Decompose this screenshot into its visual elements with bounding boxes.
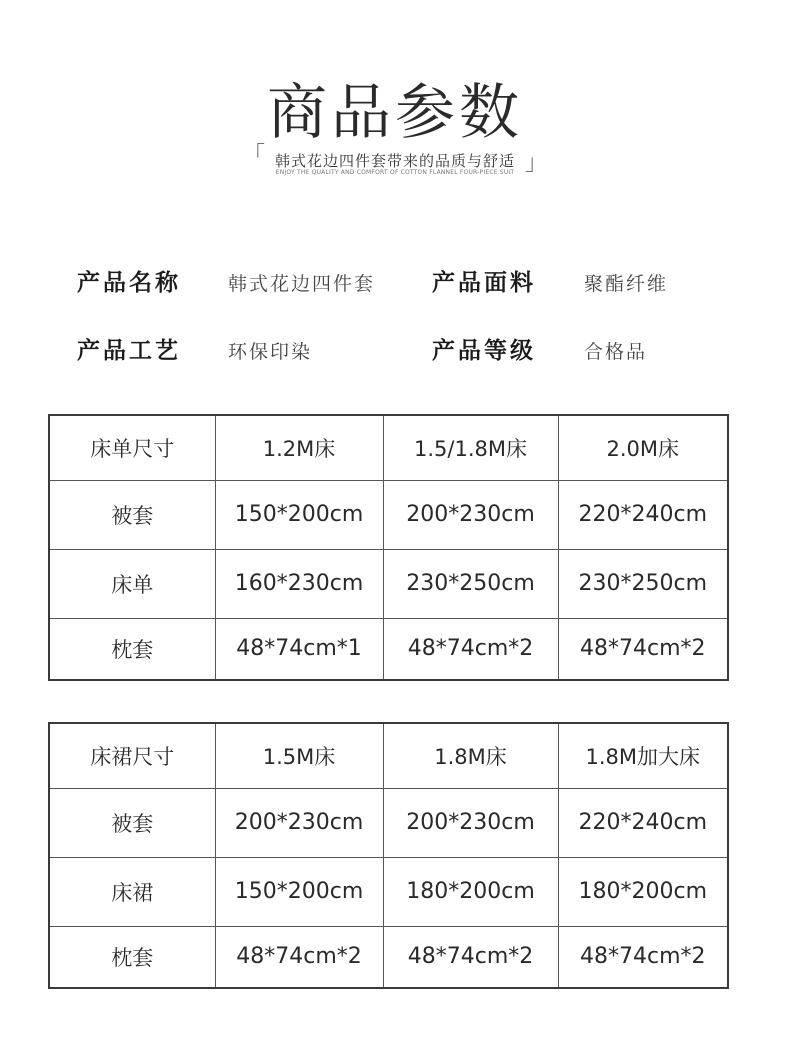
table-cell: 被套: [49, 788, 215, 857]
right-bracket: 」: [525, 151, 548, 176]
table-cell: 48*74cm*2: [215, 926, 383, 988]
table-cell: 48*74cm*2: [383, 926, 558, 988]
left-bracket: 「: [242, 143, 265, 168]
table-cell: 枕套: [49, 618, 215, 680]
table-cell: 230*250cm: [383, 549, 558, 618]
table-cell: 220*240cm: [558, 480, 728, 549]
param-value-craft: 环保印染: [228, 341, 313, 363]
table-cell: 200*230cm: [383, 788, 558, 857]
bed-skirt-size-table: [48, 722, 729, 989]
param-value-fabric: 聚酯纤维: [584, 273, 669, 295]
table-cell: 48*74cm*2: [558, 618, 728, 680]
table-cell: 180*200cm: [558, 857, 728, 926]
table-row: [49, 480, 728, 549]
table-cell: 1.8M加大床: [558, 723, 728, 788]
table-row: [49, 549, 728, 618]
param-value-grade: 合格品: [584, 341, 648, 363]
page-title: 商品参数: [267, 78, 523, 148]
table-row: [49, 857, 728, 926]
table-cell: 200*230cm: [383, 480, 558, 549]
table-cell: 160*230cm: [215, 549, 383, 618]
table-cell: 150*200cm: [215, 857, 383, 926]
table-row: [49, 788, 728, 857]
subtitle: 韩式花边四件套带来的品质与舒适: [274, 151, 515, 170]
table-cell: 床单: [49, 549, 215, 618]
table-cell: 230*250cm: [558, 549, 728, 618]
table-cell: 48*74cm*2: [558, 926, 728, 988]
table-cell: 1.8M床: [383, 723, 558, 788]
table-cell: 枕套: [49, 926, 215, 988]
table-row: [49, 723, 728, 788]
table-row: [49, 618, 728, 680]
table-cell: 床裙尺寸: [49, 723, 215, 788]
table-cell: 48*74cm*1: [215, 618, 383, 680]
table-cell: 180*200cm: [383, 857, 558, 926]
table-cell: 150*200cm: [215, 480, 383, 549]
sheet-size-table: [48, 414, 729, 681]
table-cell: 1.5/1.8M床: [383, 415, 558, 480]
table-cell: 被套: [49, 480, 215, 549]
param-value-name: 韩式花边四件套: [228, 273, 376, 295]
subtitle-english: ENJOY THE QUALITY AND COMFORT OF COTTON FLANNEL FOUR-PIECE SUIT: [275, 169, 515, 176]
table-cell: 床单尺寸: [49, 415, 215, 480]
param-label-fabric: 产品面料: [432, 270, 536, 296]
table-cell: 1.5M床: [215, 723, 383, 788]
param-label-name: 产品名称: [77, 270, 181, 296]
table-cell: 1.2M床: [215, 415, 383, 480]
param-label-grade: 产品等级: [432, 338, 536, 364]
param-label-craft: 产品工艺: [77, 338, 181, 364]
table-cell: 220*240cm: [558, 788, 728, 857]
table-row: [49, 415, 728, 480]
table-cell: 200*230cm: [215, 788, 383, 857]
table-cell: 2.0M床: [558, 415, 728, 480]
table-row: [49, 926, 728, 988]
table-cell: 48*74cm*2: [383, 618, 558, 680]
table-cell: 床裙: [49, 857, 215, 926]
